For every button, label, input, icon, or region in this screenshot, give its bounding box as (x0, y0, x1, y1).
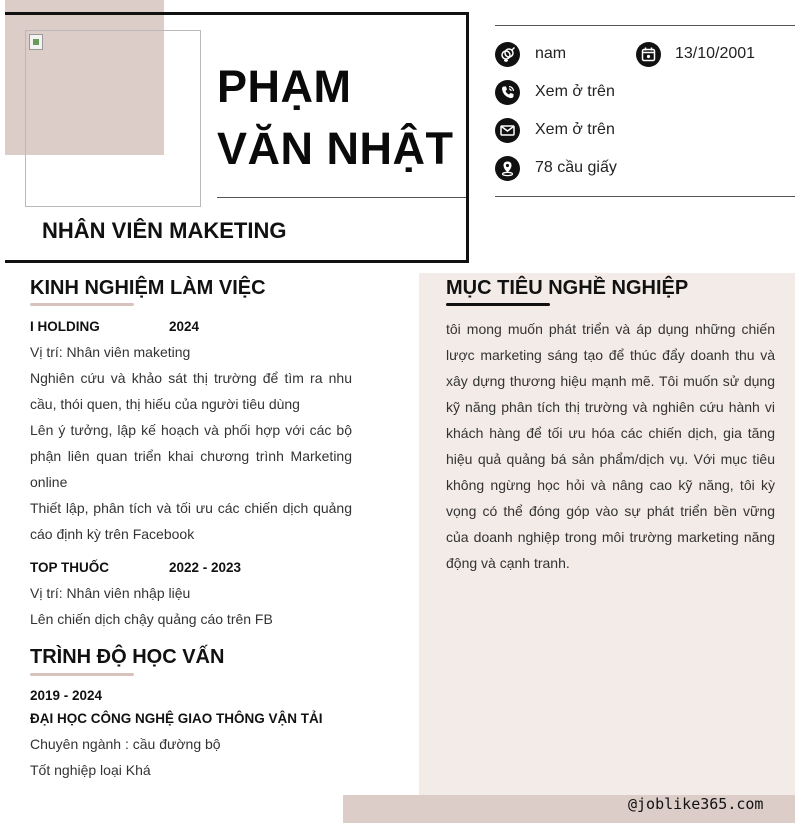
job-position: Vị trí: Nhân viên nhập liệu (30, 585, 191, 601)
contact-divider-bottom (495, 196, 795, 197)
birthday-value: 13/10/2001 (675, 45, 756, 62)
job-position: Vị trí: Nhân viên maketing (30, 344, 191, 360)
mail-icon (495, 118, 520, 143)
job-period: 2022 - 2023 (169, 560, 242, 575)
objective-title: MỤC TIÊU NGHỀ NGHIỆP (446, 277, 689, 299)
experience-underline (30, 303, 134, 306)
broken-image-icon (29, 34, 43, 50)
job-period: 2024 (169, 319, 200, 334)
address-value: 78 cầu giấy (535, 159, 617, 176)
contact-divider-top (495, 25, 795, 26)
location-icon (495, 156, 520, 181)
phone-icon (495, 80, 520, 105)
calendar-icon (636, 42, 661, 67)
candidate-name (217, 56, 454, 180)
experience-title: KINH NGHIỆM LÀM VIỆC (30, 277, 266, 299)
education-period: 2019 - 2024 (30, 688, 103, 703)
job-detail: Lên ý tưởng, lập kế hoạch và phối hợp với các bộ phận liên quan triển khai chương trình Marketing online (30, 422, 352, 490)
education-title: TRÌNH ĐỘ HỌC VẤN (30, 646, 225, 668)
education-school: ĐẠI HỌC CÔNG NGHỆ GIAO THÔNG VẬN TẢI (30, 711, 323, 726)
gender-icon (495, 42, 520, 67)
phone-value: Xem ở trên (535, 83, 615, 100)
job-detail: Lên chiến dịch chậy quảng cáo trên FB (30, 611, 273, 627)
job-company: TOP THUỐC (30, 560, 110, 575)
name-line-1: PHẠM (217, 61, 352, 112)
name-divider (217, 197, 466, 198)
education-underline (30, 673, 134, 676)
name-line-2: VĂN NHẬT (217, 123, 454, 174)
education-grade: Tốt nghiệp loại Khá (30, 762, 151, 778)
education-major: Chuyên ngành : cầu đường bộ (30, 736, 221, 752)
objective-underline (446, 303, 550, 306)
email-value: Xem ở trên (535, 121, 615, 138)
gender-value: nam (535, 45, 567, 62)
job-company: I HOLDING (30, 319, 100, 334)
watermark: @joblike365.com (628, 795, 764, 813)
objective-text: tôi mong muốn phát triển và áp dụng những chiến lược marketing sáng tạo để thúc đẩy doanh thu và xây dựng thương hiệu mạnh mẽ. Tôi muốn sử dụng kỹ năng phân tích thị trường và nghiên cứu hành vi khách hàng để tối ưu hóa các chiến dịch, gia tăng hiệu quả quảng bá sản phẩm/dịch vụ. Với mục tiêu không ngừng học hỏi và nâng cao kỹ năng, tôi kỳ vọng có thể đóng góp vào sự phát triển bền vững của doanh nghiệp trong môi trường marketing năng động và cạnh tranh. (446, 321, 775, 571)
avatar (25, 30, 201, 207)
job-detail: Thiết lập, phân tích và tối ưu các chiến dịch quảng cáo định kỳ trên Facebook (30, 500, 352, 542)
job-detail: Nghiên cứu và khảo sát thị trường để tìm ra nhu cầu, thói quen, thị hiếu của người tiêu dùng (30, 370, 352, 412)
job-title: NHÂN VIÊN MAKETING (42, 218, 287, 243)
